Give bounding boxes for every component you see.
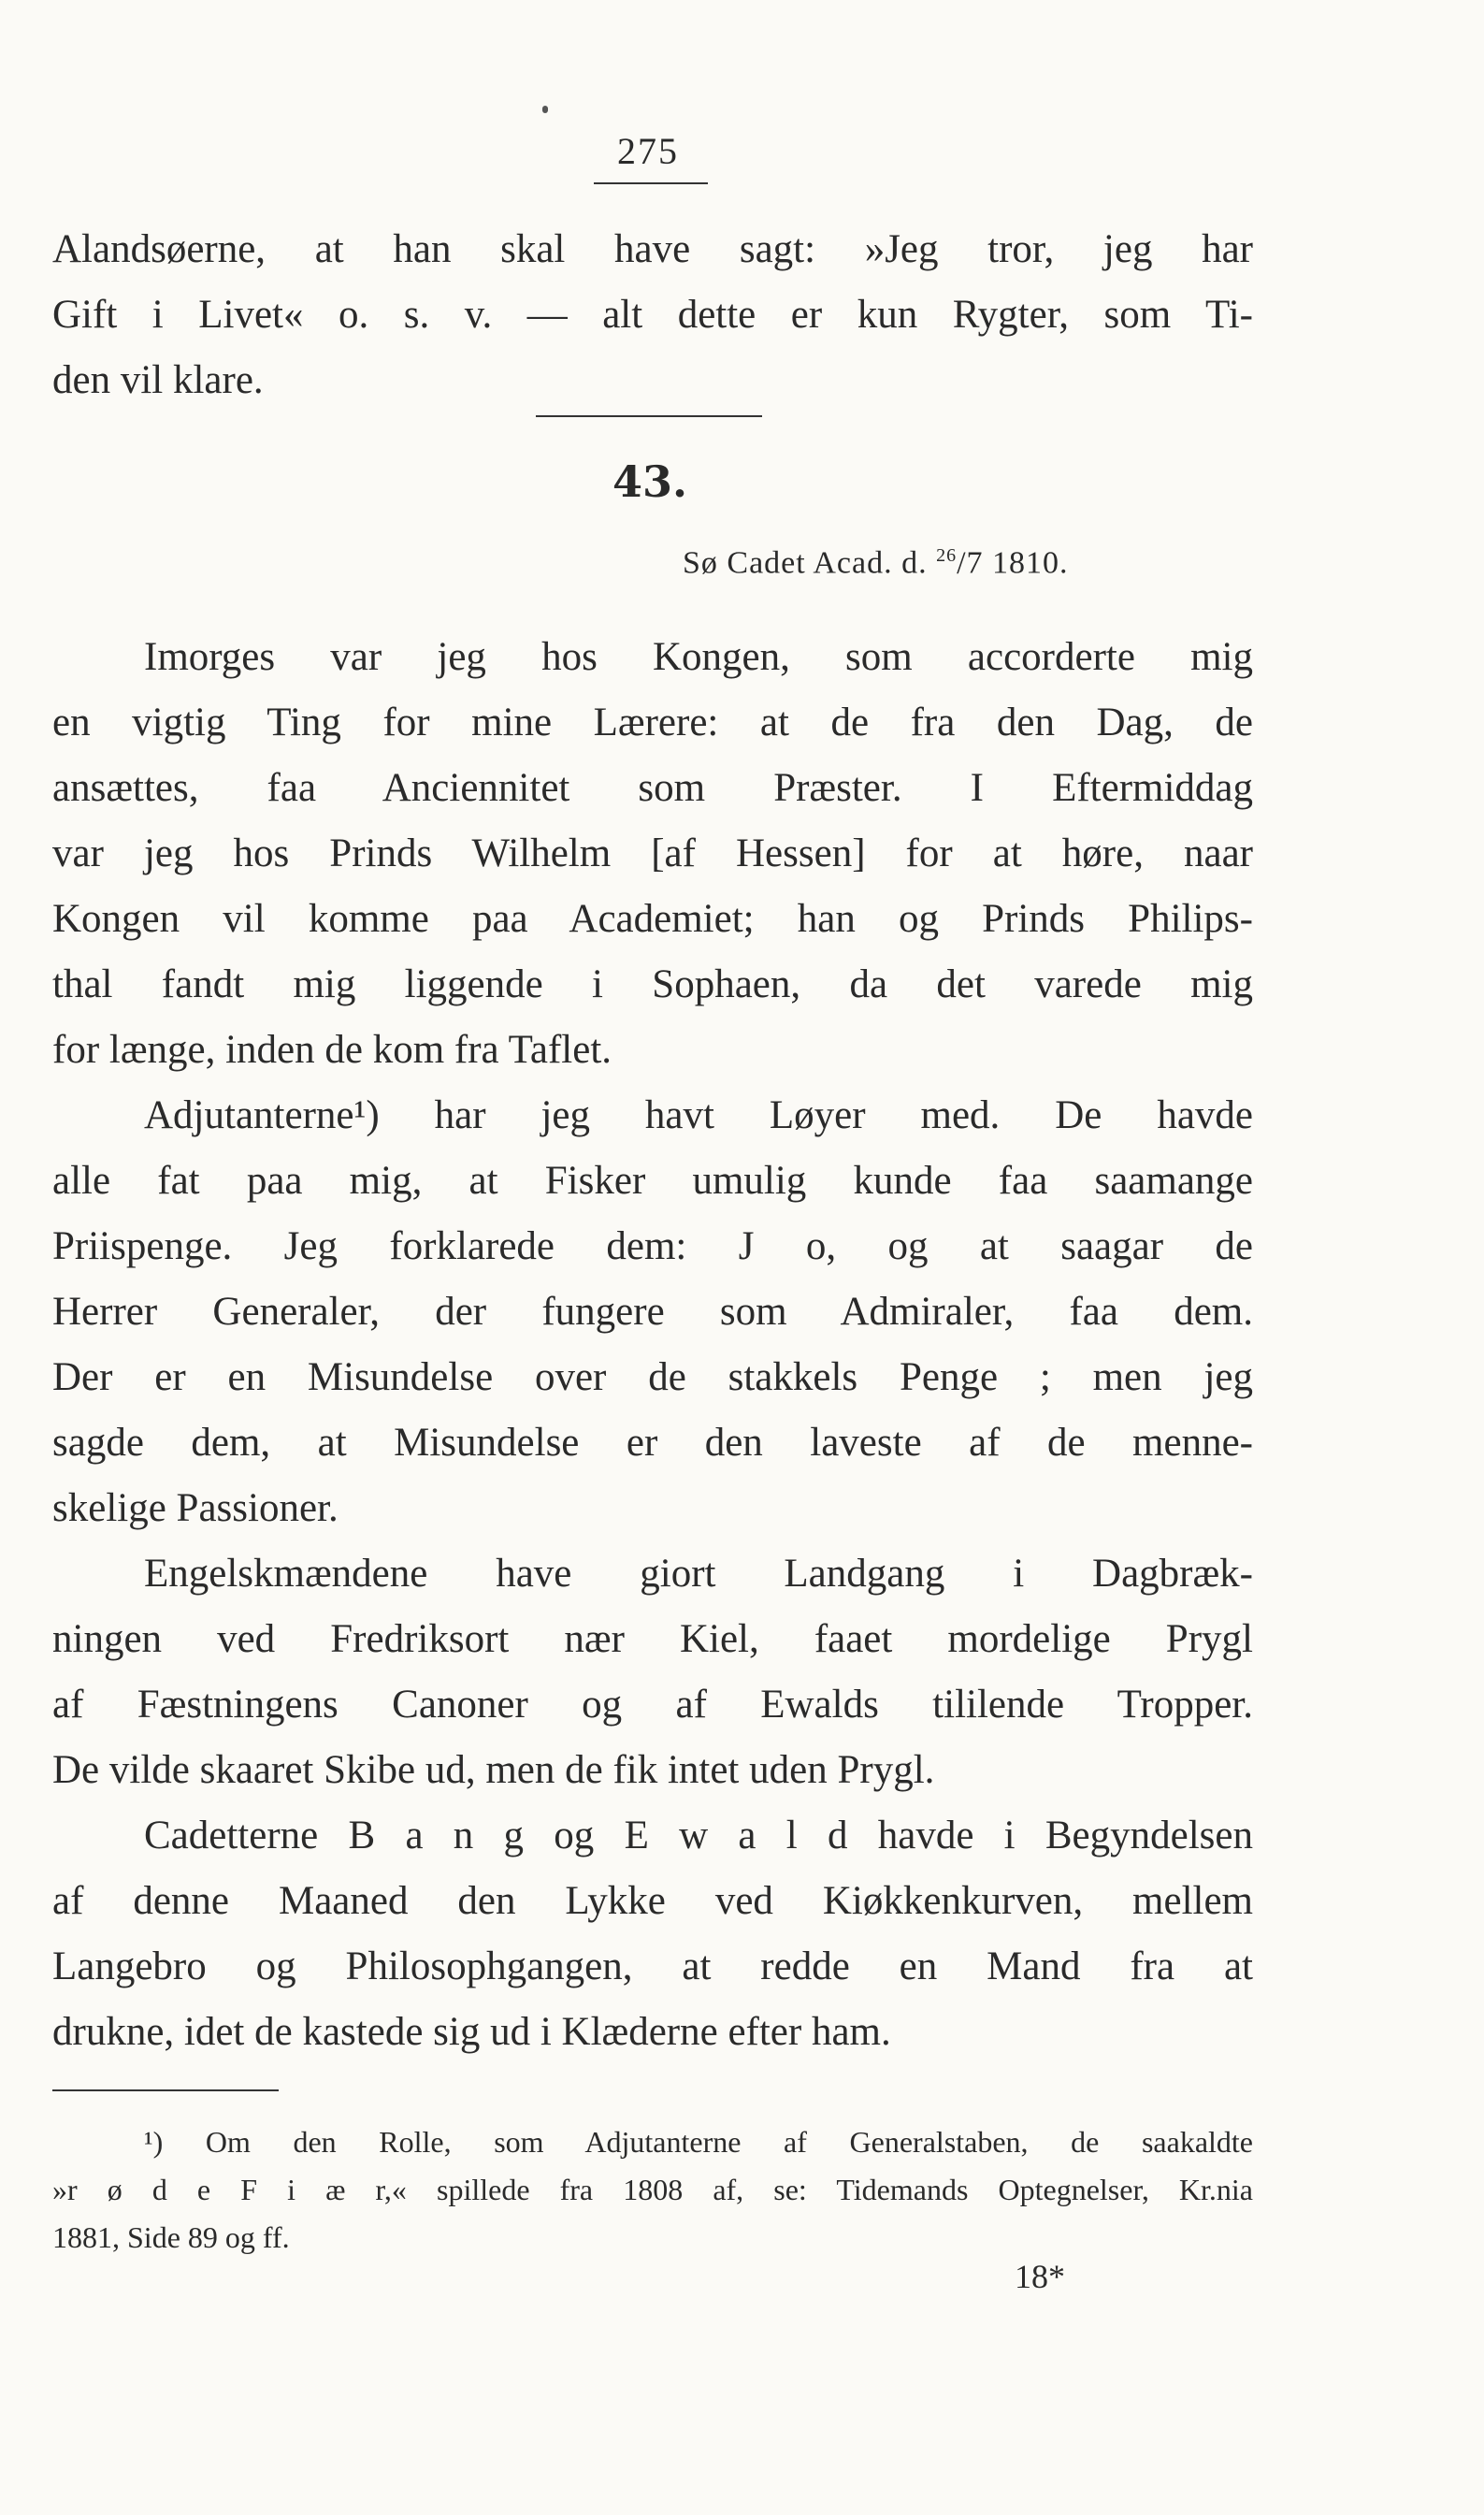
text-line: Priispenge. Jeg forklarede dem: J o, og at saagar de	[52, 1224, 1253, 1268]
footnote-line: 1881, Side 89 og ff.	[52, 2220, 290, 2254]
text-line: af Fæstningens Canoner og af Ewalds tililende Tropper.	[52, 1683, 1253, 1727]
paragraph-king-visit	[52, 625, 1253, 1083]
text-line: Langebro og Philosophgangen, at redde en Mand fra at	[52, 1944, 1253, 1988]
text-line: en vigtig Ting for mine Lærere: at de fra den Dag, de	[52, 701, 1253, 744]
opening-paragraph	[52, 217, 1253, 413]
text-line: skelige Passioner.	[52, 1486, 339, 1530]
section-divider	[536, 415, 762, 417]
text-line: var jeg hos Prinds Wilhelm [af Hessen] for at høre, naar	[52, 831, 1253, 875]
paragraph-english-landing	[52, 1541, 1253, 1803]
text-line: Cadetterne B a n g og E w a l d havde i Begyndelsen	[144, 1814, 1253, 1857]
printer-signature: 18*	[1015, 2258, 1065, 2295]
dateline-suffix: /7 1810.	[957, 545, 1069, 581]
paragraph-cadets-rescue	[52, 1803, 1253, 2065]
text-line: Kongen vil komme paa Academiet; han og Prinds Philips-	[52, 897, 1253, 941]
section-number: 43.	[612, 456, 688, 507]
text-line: Gift i Livet« o. s. v. — alt dette er kun Rygter, som Ti-	[52, 293, 1253, 337]
page-number-underline	[594, 182, 708, 184]
text-line: sagde dem, at Misundelse er den laveste af de menne-	[52, 1421, 1253, 1465]
dateline-day: 26	[936, 545, 958, 566]
text-line: ningen ved Fredriksort nær Kiel, faaet mordelige Prygl	[52, 1617, 1253, 1661]
text-line: ansættes, faa Anciennitet som Præster. I Eftermiddag	[52, 766, 1253, 810]
text-line: alle fat paa mig, at Fisker umulig kunde faa saamange	[52, 1159, 1253, 1203]
text-line: Der er en Misundelse over de stakkels Penge ; men jeg	[52, 1355, 1253, 1399]
text-line: af denne Maaned den Lykke ved Kiøkkenkurven, mellem	[52, 1879, 1253, 1923]
page-number: 275	[617, 130, 679, 172]
text-line: Imorges var jeg hos Kongen, som accorderte mig	[144, 635, 1253, 679]
footnote	[52, 2118, 1253, 2262]
text-line: Alandsøerne, at han skal have sagt: »Jeg tror, jeg har	[52, 227, 1253, 271]
footnote-line: ¹) Om den Rolle, som Adjutanterne af Generalstaben, de saakaldte	[144, 2125, 1253, 2159]
text-line: Herrer Generaler, der fungere som Admiraler, faa dem.	[52, 1290, 1253, 1334]
text-line: thal fandt mig liggende i Sophaen, da det varede mig	[52, 962, 1253, 1006]
text-line: drukne, idet de kastede sig ud i Klæderne efter ham.	[52, 2010, 891, 2054]
footnote-divider	[52, 2089, 279, 2091]
footnote-line: »r ø d e F i æ r,« spillede fra 1808 af, se: Tidemands Optegnelser, Kr.nia	[52, 2173, 1253, 2206]
text-line: Adjutanterne¹) har jeg havt Løyer med. De havde	[144, 1093, 1253, 1137]
text-line: De vilde skaaret Skibe ud, men de fik intet uden Prygl.	[52, 1748, 935, 1792]
section-dateline	[683, 545, 1206, 581]
print-speck	[542, 106, 548, 113]
text-line: for længe, inden de kom fra Taflet.	[52, 1028, 612, 1072]
text-line: den vil klare.	[52, 358, 264, 402]
dateline-prefix: Sø Cadet Acad. d.	[683, 545, 937, 581]
paragraph-adjutants	[52, 1083, 1253, 1541]
text-line: Engelskmændene have giort Landgang i Dagbræk-	[144, 1552, 1253, 1596]
